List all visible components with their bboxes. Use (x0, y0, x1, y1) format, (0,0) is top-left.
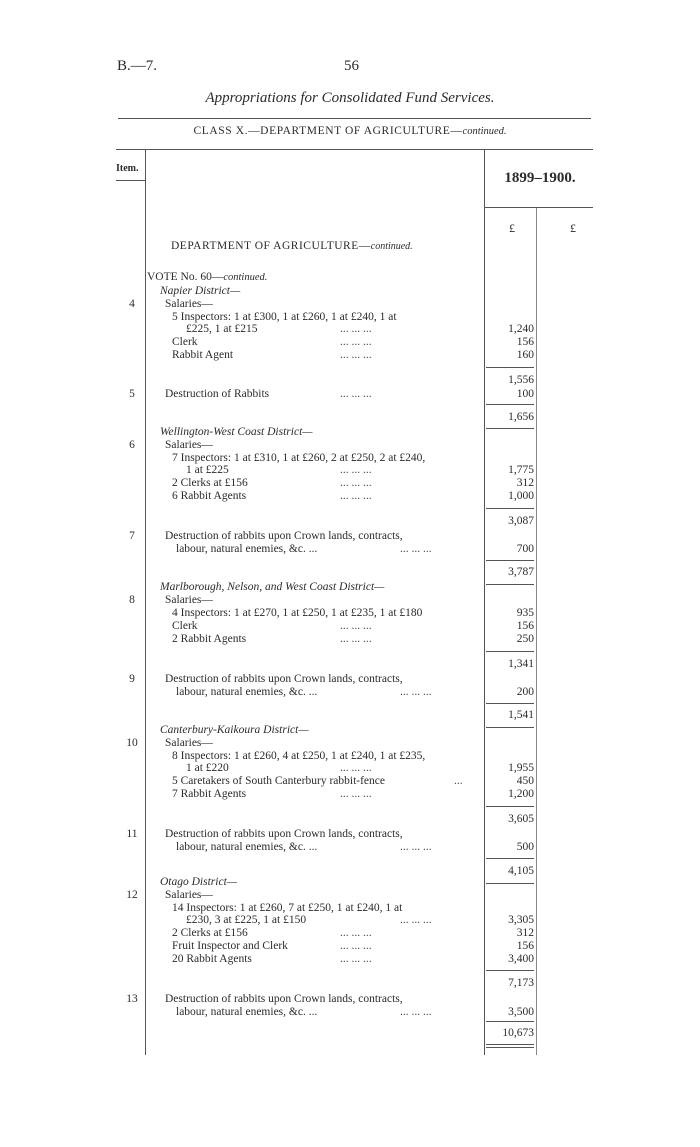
amount-column-rule-left (484, 150, 485, 1055)
wellington-destruction-line-2: labour, natural enemies, &c. ... (176, 543, 318, 555)
otago-agents-label: 20 Rabbit Agents (172, 953, 252, 965)
napier-destruction-amount: 100 (516, 388, 534, 400)
napier-total: 1,656 (508, 411, 534, 423)
marlborough-agents-amount: 250 (516, 633, 534, 645)
item-number-7: 7 (129, 530, 135, 542)
item-number-13: 13 (126, 993, 138, 1005)
napier-agent-amount: 160 (516, 349, 534, 361)
marlborough-total: 1,541 (508, 709, 534, 721)
marlborough-subtotal-rule (486, 651, 534, 652)
page-code: B.—7. (117, 58, 158, 74)
otago-total: 10,673 (502, 1027, 534, 1039)
canterbury-destruction-line-2: labour, natural enemies, &c. ... (176, 841, 318, 853)
napier-total-underline (486, 428, 534, 429)
leader-dots: ... ... ... (340, 323, 372, 335)
department-heading (171, 240, 413, 252)
otago-salaries-label: Salaries— (165, 889, 213, 901)
table-top-rule (116, 149, 593, 150)
wellington-total-rule (486, 560, 534, 561)
marlborough-inspectors-amount: 935 (516, 607, 534, 619)
marlborough-total-underline (486, 727, 534, 728)
item-head-underline (116, 180, 145, 181)
otago-total-underline-2 (486, 1047, 534, 1048)
canterbury-caretakers-label: 5 Caretakers of South Canterbury rabbit-fence (172, 775, 385, 787)
leader-dots: ... ... ... (340, 477, 372, 489)
class-title (0, 125, 700, 137)
wellington-destruction-line-1: Destruction of rabbits upon Crown lands, contracts, (165, 530, 403, 542)
otago-agents-amount: 3,400 (508, 953, 534, 965)
wellington-subtotal: 3,087 (508, 515, 534, 527)
marlborough-clerk-label: Clerk (172, 620, 198, 632)
leader-dots: ... ... ... (400, 1006, 432, 1018)
marlborough-destruction-line-1: Destruction of rabbits upon Crown lands, contracts, (165, 673, 403, 685)
item-number-12: 12 (126, 889, 138, 901)
canterbury-salaries-label: Salaries— (165, 737, 213, 749)
leader-dots: ... ... ... (340, 633, 372, 645)
item-number-11: 11 (126, 828, 138, 840)
napier-clerk-amount: 156 (516, 336, 534, 348)
leader-dots: ... ... ... (340, 927, 372, 939)
wellington-subtotal-rule (486, 508, 534, 509)
napier-salaries-label: Salaries— (165, 298, 213, 310)
canterbury-total-underline (486, 883, 534, 884)
department-heading-cont: continued. (370, 241, 413, 252)
marlborough-agents-label: 2 Rabbit Agents (172, 633, 247, 645)
wellington-destruction-amount: 700 (516, 543, 534, 555)
otago-subtotal-rule (486, 970, 534, 971)
class-title-text: CLASS X.—DEPARTMENT OF AGRICULTURE— (193, 125, 463, 137)
department-heading-text: DEPARTMENT OF AGRICULTURE— (171, 240, 371, 252)
class-title-cont: continued. (462, 126, 507, 137)
wellington-total-underline (486, 584, 534, 585)
leader-dots: ... ... ... (340, 762, 372, 774)
wellington-agents-label: 6 Rabbit Agents (172, 490, 247, 502)
napier-subtotal: 1,556 (508, 374, 534, 386)
year-head-underline (485, 207, 593, 208)
leader-dots: ... ... ... (400, 914, 432, 926)
vote-heading-text: VOTE No. 60— (147, 271, 224, 283)
napier-inspectors-line-2: £225, 1 at £215 (186, 323, 258, 335)
marlborough-inspectors-line-1: 4 Inspectors: 1 at £270, 1 at £250, 1 at £235, 1 at £180 (172, 607, 423, 619)
year-column-header: 1899–1900. (504, 170, 576, 186)
item-number-8: 8 (129, 594, 135, 606)
marlborough-total-rule (486, 703, 534, 704)
napier-total-rule (486, 404, 534, 405)
wellington-inspectors-line-1: 7 Inspectors: 1 at £310, 1 at £260, 2 at £250, 2 at £240, (172, 452, 426, 464)
leader-dots: ... ... ... (400, 686, 432, 698)
page-title: Appropriations for Consolidated Fund Services. (205, 90, 495, 106)
wellington-total: 3,787 (508, 566, 534, 578)
otago-clerks-amount: 312 (516, 927, 534, 939)
item-number-6: 6 (129, 439, 135, 451)
wellington-district-heading: Wellington-West Coast District— (160, 426, 313, 438)
marlborough-destruction-line-2: labour, natural enemies, &c. ... (176, 686, 318, 698)
canterbury-destruction-line-1: Destruction of rabbits upon Crown lands, contracts, (165, 828, 403, 840)
otago-destruction-line-1: Destruction of rabbits upon Crown lands, contracts, (165, 993, 403, 1005)
otago-total-underline-1 (486, 1044, 534, 1045)
otago-fruit-inspector-label: Fruit Inspector and Clerk (172, 940, 288, 952)
otago-destruction-amount: 3,500 (508, 1006, 534, 1018)
canterbury-destruction-amount: 500 (516, 841, 534, 853)
wellington-inspectors-line-2: 1 at £225 (186, 464, 229, 476)
amount-column-rule-mid (536, 208, 537, 1055)
marlborough-destruction-amount: 200 (516, 686, 534, 698)
leader-dots: ... ... ... (340, 620, 372, 632)
napier-inspectors-line-1: 5 Inspectors: 1 at £300, 1 at £260, 1 at £240, 1 at (172, 311, 397, 323)
napier-inspectors-amount: 1,240 (508, 323, 534, 335)
canterbury-total-rule (486, 858, 534, 859)
marlborough-subtotal: 1,341 (508, 658, 534, 670)
otago-inspectors-line-2: £230, 3 at £225, 1 at £150 (186, 914, 307, 926)
wellington-salaries-label: Salaries— (165, 439, 213, 451)
canterbury-district-heading: Canterbury-Kaikoura District— (160, 724, 309, 736)
napier-district-heading: Napier District— (160, 285, 241, 297)
otago-inspectors-amount: 3,305 (508, 914, 534, 926)
item-number-9: 9 (129, 673, 135, 685)
leader-dots: ... (454, 775, 463, 787)
canterbury-agents-amount: 1,200 (508, 788, 534, 800)
leader-dots: ... ... ... (340, 349, 372, 361)
item-number-5: 5 (129, 388, 135, 400)
leader-dots: ... ... ... (400, 543, 432, 555)
otago-destruction-line-2: labour, natural enemies, &c. ... (176, 1006, 318, 1018)
napier-clerk-label: Clerk (172, 336, 198, 348)
vote-heading (147, 271, 267, 284)
otago-total-rule (486, 1021, 534, 1022)
leader-dots: ... ... ... (340, 788, 372, 800)
item-number-4: 4 (129, 298, 135, 310)
item-number-10: 10 (126, 737, 138, 749)
wellington-clerks-amount: 312 (516, 477, 534, 489)
leader-dots: ... ... ... (400, 841, 432, 853)
leader-dots: ... ... ... (340, 940, 372, 952)
canterbury-subtotal-rule (486, 806, 534, 807)
otago-inspectors-line-1: 14 Inspectors: 1 at £260, 7 at £250, 1 at £240, 1 at (172, 902, 403, 914)
wellington-inspectors-amount: 1,775 (508, 464, 534, 476)
otago-fruit-inspector-amount: 156 (516, 940, 534, 952)
leader-dots: ... ... ... (340, 490, 372, 502)
canterbury-inspectors-line-2: 1 at £220 (186, 762, 229, 774)
canterbury-caretakers-amount: 450 (516, 775, 534, 787)
canterbury-inspectors-amount: 1,955 (508, 762, 534, 774)
otago-district-heading: Otago District— (160, 876, 237, 888)
item-column-header: Item. (116, 163, 139, 174)
vote-heading-cont: continued. (223, 272, 268, 283)
napier-destruction-label: Destruction of Rabbits (165, 388, 270, 400)
leader-dots: ... ... ... (340, 953, 372, 965)
page-number: 56 (344, 58, 359, 74)
marlborough-district-heading: Marlborough, Nelson, and West Coast District— (160, 581, 385, 593)
otago-subtotal: 7,173 (508, 977, 534, 989)
header-rule (118, 118, 591, 119)
currency-symbol-2: £ (570, 221, 576, 235)
marlborough-clerk-amount: 156 (516, 620, 534, 632)
marlborough-salaries-label: Salaries— (165, 594, 213, 606)
canterbury-inspectors-line-1: 8 Inspectors: 1 at £260, 4 at £250, 1 at £240, 1 at £235, (172, 750, 426, 762)
leader-dots: ... ... ... (340, 464, 372, 476)
wellington-clerks-label: 2 Clerks at £156 (172, 477, 248, 489)
canterbury-subtotal: 3,605 (508, 813, 534, 825)
leader-dots: ... ... ... (340, 388, 372, 400)
canterbury-total: 4,105 (508, 865, 534, 877)
currency-symbol-1: £ (509, 221, 515, 235)
napier-agent-label: Rabbit Agent (172, 349, 234, 361)
otago-clerks-label: 2 Clerks at £156 (172, 927, 248, 939)
canterbury-agents-label: 7 Rabbit Agents (172, 788, 247, 800)
napier-subtotal-rule (486, 367, 534, 368)
wellington-agents-amount: 1,000 (508, 490, 534, 502)
leader-dots: ... ... ... (340, 336, 372, 348)
